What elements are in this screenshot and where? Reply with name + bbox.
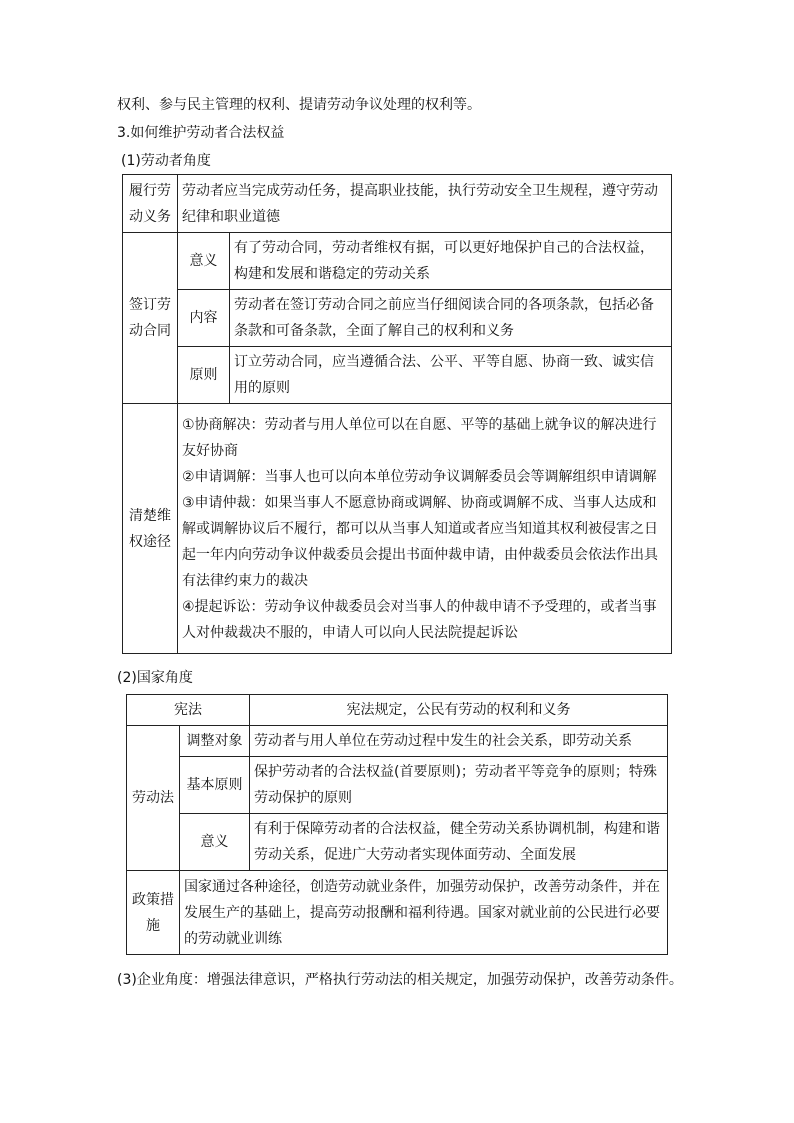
worker-angle-table xyxy=(122,174,672,654)
basic-principle-text: 保护劳动者的合法权益(首要原则)；劳动者平等竞争的原则；特殊劳动保护的原则 xyxy=(250,757,668,814)
policy-label: 政策措施 xyxy=(127,871,180,955)
content-label: 内容 xyxy=(178,290,230,347)
principle-label: 原则 xyxy=(178,347,230,404)
state-angle-table xyxy=(126,694,668,955)
significance-label: 意义 xyxy=(180,814,250,871)
significance-text: 有利于保障劳动者的合法权益，健全劳动关系协调机制，构建和谐劳动关系，促进广大劳动者实现体面劳动、全面发展 xyxy=(250,814,668,871)
contract-label: 签订劳动合同 xyxy=(123,233,178,404)
object-label: 调整对象 xyxy=(180,726,250,757)
route-arbitration: ③申请仲裁：如果当事人不愿意协商或调解、协商或调解不成、当事人达成和解或调解协议后不履行，都可以从当事人知道或者应当知道其权利被侵害之日起一年内向劳动争议仲裁委员会提出书面仲裁申请，由仲裁委员会依法作出具有法律约束力的裁决 xyxy=(182,494,658,589)
basic-principle-label: 基本原则 xyxy=(180,757,250,814)
meaning-text: 有了劳动合同，劳动者维权有据，可以更好地保护自己的合法权益，构建和发展和谐稳定的劳动关系 xyxy=(230,233,672,290)
duty-text: 劳动者应当完成劳动任务，提高职业技能，执行劳动安全卫生规程，遵守劳动纪律和职业道德 xyxy=(178,175,672,233)
content-text: 劳动者在签订劳动合同之前应当仔细阅读合同的各项条款，包括必备条款和可备条款，全面了解自己的权利和义务 xyxy=(230,290,672,347)
worker-angle-heading: (1)劳动者角度 xyxy=(121,153,211,169)
constitution-text: 宪法规定，公民有劳动的权利和义务 xyxy=(250,695,668,726)
constitution-label: 宪法 xyxy=(127,695,250,726)
state-angle-heading: (2)国家角度 xyxy=(117,670,193,686)
labor-law-label: 劳动法 xyxy=(127,726,180,871)
route-litigation: ④提起诉讼：劳动争议仲裁委员会对当事人的仲裁申请不予受理的，或者当事人对仲裁裁决不服的，申请人可以向人民法院提起诉讼 xyxy=(182,598,657,641)
route-negotiation: ①协商解决：劳动者与用人单位可以在自愿、平等的基础上就争议的解决进行友好协商 xyxy=(182,416,657,459)
continuation-text: 权利、参与民主管理的权利、提请劳动争议处理的权利等。 xyxy=(117,97,481,113)
section-heading-3: 3.如何维护劳动者合法权益 xyxy=(117,125,285,141)
meaning-label: 意义 xyxy=(178,233,230,290)
object-text: 劳动者与用人单位在劳动过程中发生的社会关系，即劳动关系 xyxy=(250,726,668,757)
route-cell xyxy=(178,404,672,654)
duty-label: 履行劳动义务 xyxy=(123,175,178,233)
enterprise-angle-text: (3)企业角度：增强法律意识，严格执行劳动法的相关规定，加强劳动保护，改善劳动条件。 xyxy=(117,972,683,988)
route-mediation: ②申请调解：当事人也可以向本单位劳动争议调解委员会等调解组织申请调解 xyxy=(182,468,657,485)
route-label: 清楚维权途径 xyxy=(123,404,178,654)
policy-text: 国家通过各种途径，创造劳动就业条件，加强劳动保护，改善劳动条件，并在发展生产的基础上，提高劳动报酬和福利待遇。国家对就业前的公民进行必要的劳动就业训练 xyxy=(180,871,668,955)
principle-text: 订立劳动合同，应当遵循合法、公平、平等自愿、协商一致、诚实信用的原则 xyxy=(230,347,672,404)
